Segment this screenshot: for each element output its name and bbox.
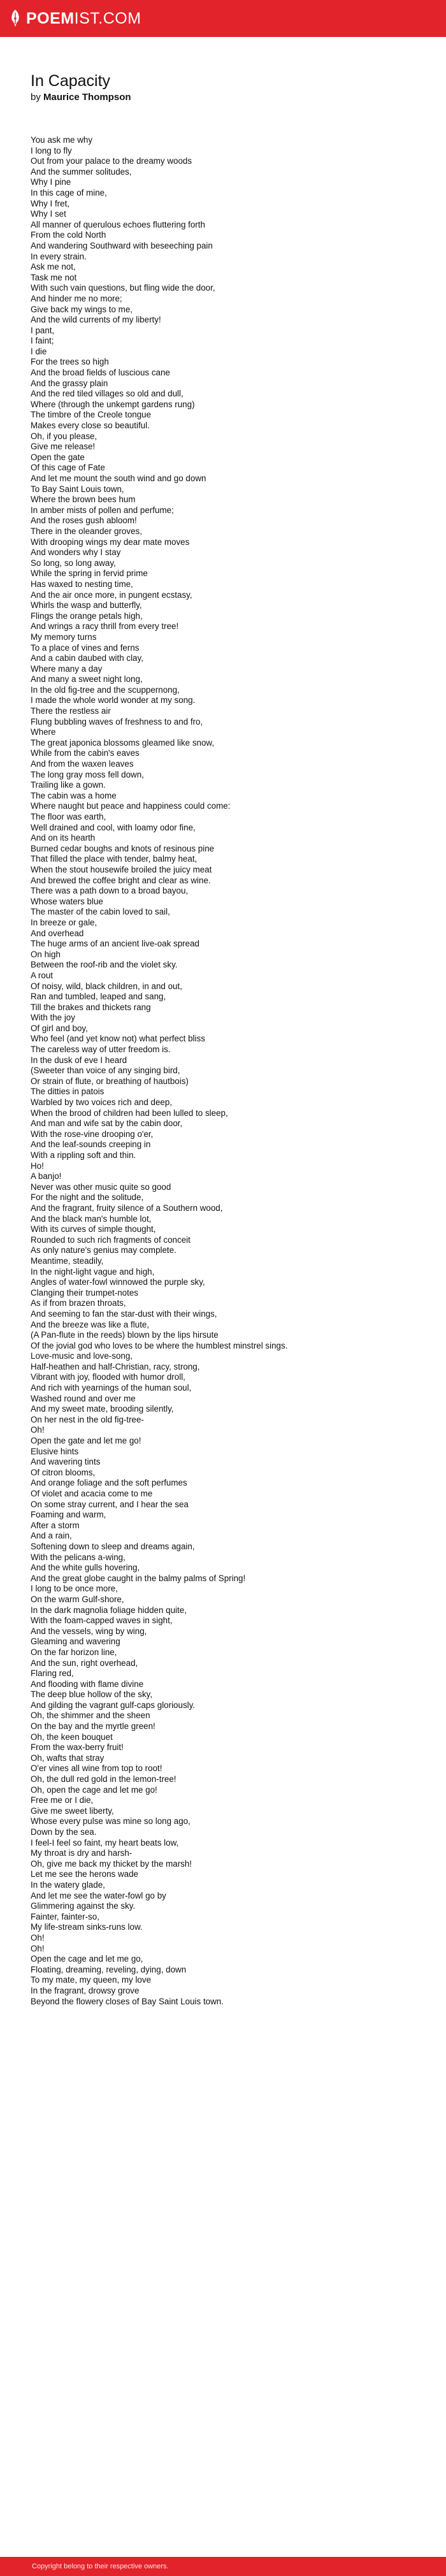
poem-line: While the spring in fervid prime [31, 568, 148, 579]
logo-text-light: IST.COM [74, 10, 141, 27]
poem-line: Where the brown bees hum [31, 495, 136, 505]
poem-line: Where naught but peace and happiness could come: [31, 801, 231, 811]
poem-line: A rout [31, 970, 53, 980]
poem-line: Glimmering against the sky. [31, 1901, 136, 1911]
poem-line: Ho! [31, 1161, 44, 1171]
poem-line: And the roses gush abloom! [31, 516, 137, 526]
poem-line: For the night and the solitude, [31, 1192, 144, 1203]
poem-container [31, 71, 426, 2007]
poem-title: In Capacity [31, 72, 111, 90]
poem-line: Love-music and love-song, [31, 1351, 133, 1361]
poem-line: And the breeze was like a flute, [31, 1319, 150, 1329]
poem-line: Where many a day [31, 663, 103, 674]
poem-line: Till the brakes and thickets rang [31, 1002, 151, 1012]
poem-line: And gilding the vagrant gulf-caps gloriously. [31, 1700, 196, 1710]
poem-line: Give me release! [31, 442, 96, 452]
poem-line: Oh! [31, 1932, 45, 1943]
poem-line: With the foam-capped waves in sight, [31, 1616, 173, 1626]
poem-line: To my mate, my queen, my love [31, 1975, 152, 1985]
poem-line: In amber mists of pollen and perfume; [31, 505, 174, 515]
poem-line: Why I fret, [31, 198, 70, 208]
poem-line: And wavering tints [31, 1457, 101, 1467]
poem-line: And seeming to fan the star-dust with their wings, [31, 1308, 217, 1319]
poem-line: In the old fig-tree and the scuppernong, [31, 684, 180, 695]
poem-line: Of violet and acacia come to me [31, 1489, 153, 1498]
poem-line: And the red tiled villages so old and dull, [31, 389, 183, 399]
poem-line: On the bay and the myrtle green! [31, 1721, 155, 1732]
poem-line: Free me or I die, [31, 1795, 94, 1805]
site-logo[interactable] [10, 9, 141, 28]
poem-line: And let me see the water-fowl go by [31, 1890, 166, 1900]
poem-line: Out from your palace to the dreamy woods [31, 156, 192, 166]
poem-line: On some stray current, and I hear the sea [31, 1499, 189, 1509]
poem-line: With the pelicans a-wing, [31, 1552, 126, 1562]
poem-line: Ask me not, [31, 262, 76, 272]
poem-line: Open the cage and let me go, [31, 1954, 143, 1964]
poem-line: Open the gate [31, 452, 85, 462]
poem-line: O'er vines all wine from top to root! [31, 1763, 162, 1774]
poem-line: Beyond the flowery closes of Bay Saint Louis town. [31, 1996, 224, 2006]
poem-line: (Sweeter than voice of any singing bird, [31, 1066, 180, 1076]
poem-line: And orange foliage and the soft perfumes [31, 1478, 187, 1488]
poem-line: And the fragrant, fruity silence of a Southern wood, [31, 1203, 223, 1213]
site-footer [0, 2557, 446, 2576]
poem-line: And wrings a racy thrill from every tree! [31, 621, 179, 632]
logo-text-strong: POEM [26, 10, 75, 27]
poem-line: And many a sweet night long, [31, 674, 143, 684]
poem-line: Why I pine [31, 177, 71, 187]
poem-line: Never was other music quite so good [31, 1182, 171, 1192]
poem-line: You ask me why [31, 135, 93, 145]
poem-line: Whirls the wasp and butterfly, [31, 600, 142, 611]
poem-line: My life-stream sinks-runs low. [31, 1922, 143, 1932]
poem-line: In the fragrant, drowsy grove [31, 1985, 140, 1995]
poem-line: Rounded to such rich fragments of conceit [31, 1234, 191, 1245]
poem-line: To Bay Saint Louis town, [31, 484, 124, 494]
poem-line: And hinder me no more; [31, 293, 122, 303]
poem-line: In the night-light vague and high, [31, 1266, 155, 1277]
poem-line: Gleaming and wavering [31, 1637, 120, 1647]
poem-line: And brewed the coffee bright and clear as wine. [31, 875, 211, 885]
poem-line: To a place of vines and ferns [31, 642, 140, 653]
poem-author-link[interactable]: Maurice Thompson [43, 92, 131, 103]
poem-line: Flaring red, [31, 1668, 74, 1679]
poem-body [31, 135, 426, 2007]
logo-text [26, 9, 141, 28]
poem-line: I long to be once more, [31, 1584, 118, 1594]
poem-line: When the brood of children had been lulled to sleep, [31, 1108, 228, 1118]
poem-line: Where [31, 727, 56, 737]
poem-line: On the warm Gulf-shore, [31, 1594, 124, 1604]
poem-line: In every strain. [31, 251, 87, 261]
poem-line: And the broad fields of luscious cane [31, 368, 170, 378]
poem-line: A banjo! [31, 1171, 62, 1182]
poem-line: Oh, give me back my thicket by the marsh! [31, 1858, 192, 1869]
poem-line: In this cage of mine, [31, 187, 107, 198]
poem-line: As only nature's genius may complete. [31, 1245, 176, 1255]
poem-line: Whose every pulse was mine so long ago, [31, 1816, 191, 1827]
poem-line: And the sun, right overhead, [31, 1658, 138, 1668]
poem-line: Half-heathen and half-Christian, racy, strong, [31, 1361, 200, 1371]
poem-line: There was a path down to a broad bayou, [31, 886, 189, 896]
poem-line: And the black man's humble lot, [31, 1213, 152, 1224]
poem-line: That filled the place with tender, balmy heat, [31, 854, 198, 864]
poem-line: I long to fly [31, 145, 72, 156]
poem-line: Angles of water-fowl winnowed the purple sky, [31, 1277, 205, 1287]
poem-line: When the stout housewife broiled the juicy meat [31, 864, 212, 874]
poem-line: I faint; [31, 336, 54, 346]
poem-line: My memory turns [31, 632, 97, 642]
poem-line: There in the oleander groves, [31, 526, 142, 536]
poem-line: Washed round and over me [31, 1393, 136, 1403]
poem-line: And the white gulls hovering, [31, 1563, 140, 1573]
poem-line: The huge arms of an ancient live-oak spread [31, 939, 199, 949]
poem-line: From the wax-berry fruit! [31, 1742, 124, 1753]
poem-line: As if from brazen throats, [31, 1298, 126, 1308]
poem-line: Flings the orange petals high, [31, 611, 143, 621]
poem-line: Oh, open the cage and let me go! [31, 1784, 157, 1795]
poem-line: And on its hearth [31, 833, 96, 843]
poem-line: Burned cedar boughs and knots of resinous pine [31, 843, 215, 853]
poem-line: And rich with yearnings of the human soul, [31, 1383, 192, 1393]
poem-line: And wonders why I stay [31, 547, 121, 558]
footer-copyright: Copyright belong to their respective owners. [32, 2563, 169, 2570]
poem-line: Oh, the shimmer and the sheen [31, 1711, 150, 1721]
poem-line: Oh, the keen bouquet [31, 1732, 113, 1742]
poem-line: With drooping wings my dear mate moves [31, 537, 190, 547]
poem-line: There the restless air [31, 706, 111, 716]
poem-line: Oh, if you please, [31, 431, 97, 441]
poem-line: Floating, dreaming, reveling, dying, down [31, 1964, 187, 1974]
poem-line: Oh, wafts that stray [31, 1753, 104, 1763]
poem-line: With its curves of simple thought, [31, 1224, 156, 1234]
poem-line: Who feel (and yet know not) what perfect bliss [31, 1034, 205, 1044]
poem-line: Ran and tumbled, leaped and sang, [31, 992, 166, 1002]
poem-line: On the far horizon line, [31, 1647, 117, 1657]
poem-line: After a storm [31, 1520, 80, 1530]
poem-line: Softening down to sleep and dreams again, [31, 1541, 195, 1551]
poem-line: Give back my wings to me, [31, 304, 133, 314]
poem-line: And the summer solitudes, [31, 166, 132, 177]
poem-line: Meantime, steadily, [31, 1255, 104, 1266]
poem-line: The ditties in patois [31, 1087, 104, 1097]
poem-line: And the grassy plain [31, 378, 108, 388]
poem-line: And the vessels, wing by wing, [31, 1626, 147, 1636]
poem-line: I made the whole world wonder at my song. [31, 695, 196, 706]
poem-line: With the rose-vine drooping o'er, [31, 1129, 154, 1139]
poem-line: The great japonica blossoms gleamed like snow, [31, 737, 215, 748]
poem-line: Of citron blooms, [31, 1467, 96, 1477]
poem-byline [31, 92, 426, 103]
byline-prefix: by [31, 92, 44, 103]
poem-line: With the joy [31, 1013, 75, 1023]
poem-line: While from the cabin's eaves [31, 748, 140, 758]
poem-line: Flung bubbling waves of freshness to and fro, [31, 716, 203, 727]
poem-line: In the dark magnolia foliage hidden quite, [31, 1605, 187, 1615]
poem-line: And my sweet mate, brooding silently, [31, 1404, 174, 1414]
poem-line: And man and wife sat by the cabin door, [31, 1118, 183, 1129]
poem-line: Foaming and warm, [31, 1510, 106, 1520]
poem-line: Has waxed to nesting time, [31, 579, 133, 589]
poem-line: And overhead [31, 928, 84, 938]
poem-line: And flooding with flame divine [31, 1679, 144, 1689]
poem-line: And the great globe caught in the balmy palms of Spring! [31, 1573, 246, 1583]
poem-line: Vibrant with joy, flooded with humor droll, [31, 1372, 185, 1382]
poem-line: Of the jovial god who loves to be where the humblest minstrel sings. [31, 1340, 288, 1350]
poem-line: And from the waxen leaves [31, 759, 134, 769]
poem-line: With such vain questions, but fling wide the door, [31, 283, 215, 293]
site-header [0, 0, 446, 37]
poem-line: Well drained and cool, with loamy odor fine, [31, 822, 196, 832]
poem-line: Let me see the herons wade [31, 1869, 138, 1879]
poem-line: The long gray moss fell down, [31, 769, 144, 779]
poem-line: In the watery glade, [31, 1879, 105, 1890]
poem-line: Give me sweet liberty, [31, 1805, 114, 1816]
poem-line: And a rain, [31, 1531, 72, 1541]
poem-line: Down by the sea. [31, 1827, 97, 1837]
poem-line: I pant, [31, 325, 55, 335]
poem-line: Fainter, fainter-so, [31, 1911, 99, 1921]
poem-line: And the leaf-sounds creeping in [31, 1140, 151, 1150]
poem-line: Of this cage of Fate [31, 463, 105, 473]
poem-line: The timbre of the Creole tongue [31, 410, 152, 420]
poem-line: I feel-I feel so faint, my heart beats low, [31, 1837, 179, 1848]
poem-line: On her nest in the old fig-tree- [31, 1414, 144, 1424]
poem-line: In breeze or gale, [31, 917, 97, 927]
poem-line: In the dusk of eve I heard [31, 1055, 127, 1065]
poem-line: Oh! [31, 1425, 45, 1435]
poem-line: On high [31, 949, 61, 959]
poem-line: Whose waters blue [31, 896, 103, 906]
poem-line: Oh, the dull red gold in the lemon-tree! [31, 1774, 176, 1784]
poem-line: Warbled by two voices rich and deep, [31, 1097, 173, 1108]
poem-line: And let me mount the south wind and go down [31, 474, 206, 483]
poem-line: Task me not [31, 272, 77, 282]
quill-pen-icon [10, 9, 21, 28]
poem-line: Oh! [31, 1943, 45, 1953]
poem-line: Of girl and boy, [31, 1023, 88, 1033]
poem-line: Makes every close so beautiful. [31, 421, 150, 431]
poem-line: From the cold North [31, 230, 106, 240]
poem-line: Or strain of flute, or breathing of hautbois) [31, 1076, 189, 1086]
poem-line: The careless way of utter freedom is. [31, 1045, 171, 1055]
poem-line: With a rippling soft and thin. [31, 1150, 136, 1160]
poem-line: So long, so long away, [31, 558, 116, 568]
poem-line: And wandering Southward with beseeching pain [31, 240, 213, 250]
poem-line: The master of the cabin loved to sail, [31, 907, 170, 917]
poem-line: And the air once more, in pungent ecstasy, [31, 590, 192, 600]
poem-line: For the trees so high [31, 357, 109, 367]
poem-line: Elusive hints [31, 1446, 79, 1456]
poem-line: And the wild currents of my liberty! [31, 315, 161, 325]
poem-line: Where (through the unkempt gardens rung) [31, 399, 195, 409]
poem-line: The floor was earth, [31, 812, 106, 821]
poem-line: All manner of querulous echoes fluttering forth [31, 219, 205, 229]
poem-line: My throat is dry and harsh- [31, 1848, 133, 1858]
poem-line: Trailing like a gown. [31, 780, 106, 790]
poem-line: Clanging their trumpet-notes [31, 1287, 138, 1298]
poem-line: I die [31, 346, 47, 356]
poem-line: Between the roof-rib and the violet sky. [31, 960, 178, 970]
poem-line: The cabin was a home [31, 790, 117, 800]
poem-line: Open the gate and let me go! [31, 1436, 141, 1446]
poem-line: The deep blue hollow of the sky, [31, 1690, 153, 1700]
poem-line: And a cabin daubed with clay, [31, 653, 143, 663]
poem-line: (A Pan-flute in the reeds) blown by the lips hirsute [31, 1330, 219, 1340]
poem-line: Of noisy, wild, black children, in and out, [31, 981, 182, 991]
poem-line: Why I set [31, 209, 66, 219]
